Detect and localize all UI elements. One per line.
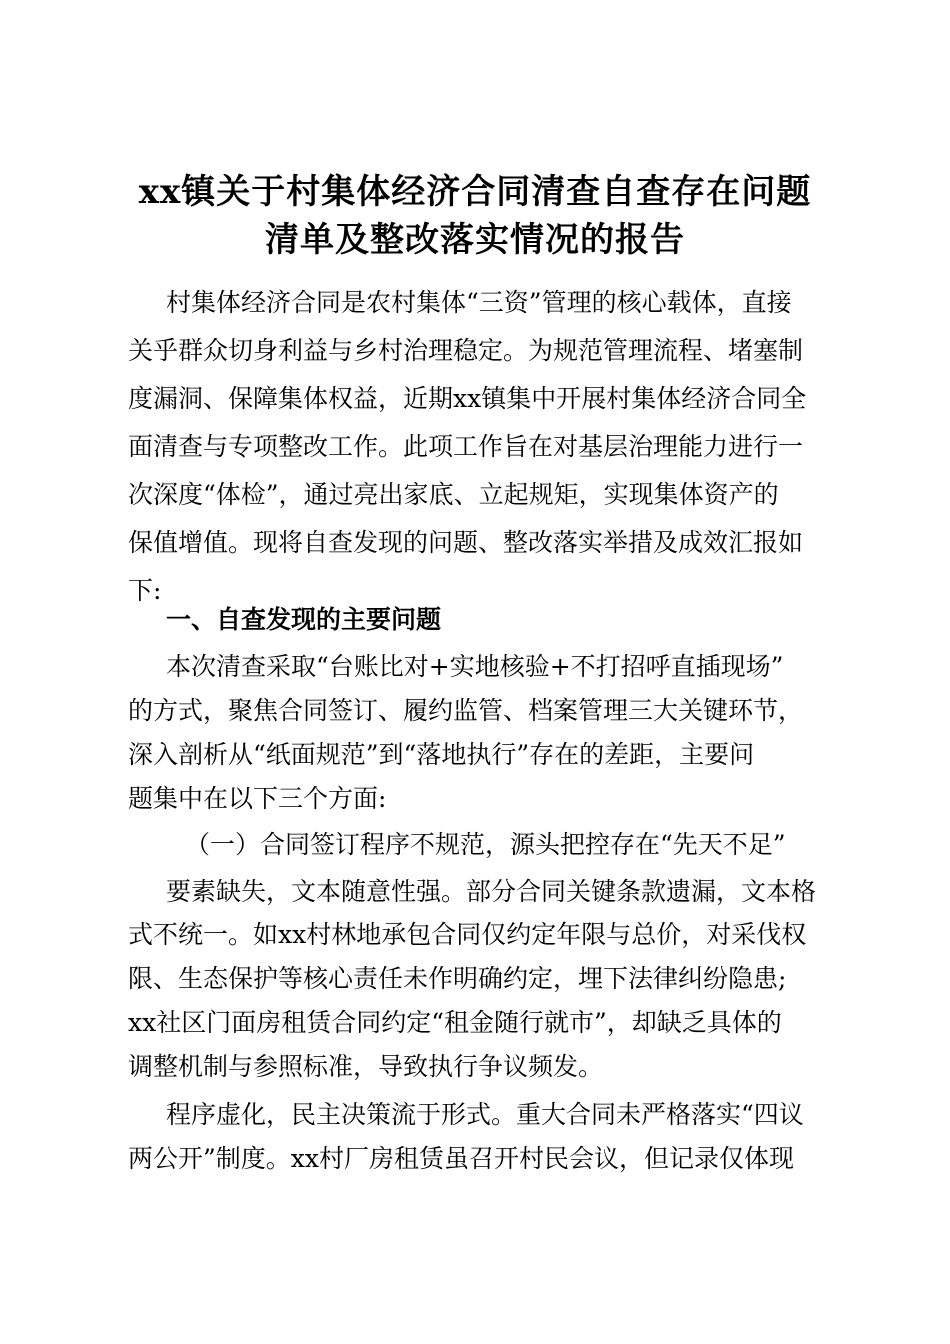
paragraph-line: 的方式，聚焦合同签订、履约监管、档案管理三大关键环节， xyxy=(128,696,804,725)
paragraph-line: 次深度“体检”，通过亮出家底、立起规矩，实现集体资产的 xyxy=(128,480,779,509)
paragraph-line: 下: xyxy=(128,576,162,605)
paragraph-line: 保值增值。现将自查发现的问题、整改落实举措及成效汇报如 xyxy=(128,528,804,557)
paragraph-line: xx社区门面房租赁合同约定“租金随行就市”，却缺乏具体的 xyxy=(128,1008,782,1037)
paragraph-line: 要素缺失，文本随意性强。部分合同关键条款遗漏，文本格 xyxy=(166,877,817,906)
document-title-line-2: 清单及整改落实情况的报告 xyxy=(265,220,685,260)
paragraph-line: 程序虚化，民主决策流于形式。重大合同未严格落实“四议 xyxy=(166,1100,804,1129)
paragraph-line: 限、生态保护等核心责任未作明确约定，埋下法律纠纷隐患; xyxy=(128,964,787,993)
paragraph-line: 两公开”制度。xx村厂房租赁虽召开村民会议，但记录仅体现 xyxy=(128,1144,794,1173)
paragraph-line: 调整机制与参照标准，导致执行争议频发。 xyxy=(128,1052,604,1081)
paragraph-line: 度漏洞、保障集体权益，近期xx镇集中开展村集体经济合同全 xyxy=(128,384,807,413)
section-heading: 一、自查发现的主要问题 xyxy=(166,605,442,634)
paragraph-line: 深入剖析从“纸面规范”到“落地执行”存在的差距，主要问 xyxy=(128,740,755,769)
paragraph-line: 题集中在以下三个方面: xyxy=(128,784,387,813)
paragraph-line: 村集体经济合同是农村集体“三资”管理的核心载体，直接 xyxy=(166,288,792,317)
subsection-heading: （一）合同签订程序不规范，源头把控存在“先天不足” xyxy=(185,830,786,859)
paragraph-line: 面清查与专项整改工作。此项工作旨在对基层治理能力进行一 xyxy=(128,432,804,461)
paragraph-line: 关乎群众切身利益与乡村治理稳定。为规范管理流程、堵塞制 xyxy=(128,336,804,365)
paragraph-line: 式不统一。如xx村林地承包合同仅约定年限与总价，对采伐权 xyxy=(128,920,807,949)
paragraph-line: 本次清查采取“台账比对+实地核验+不打招呼直插现场” xyxy=(166,652,784,681)
document-title-line-1: xx镇关于村集体经济合同清查自查存在问题 xyxy=(138,172,812,212)
